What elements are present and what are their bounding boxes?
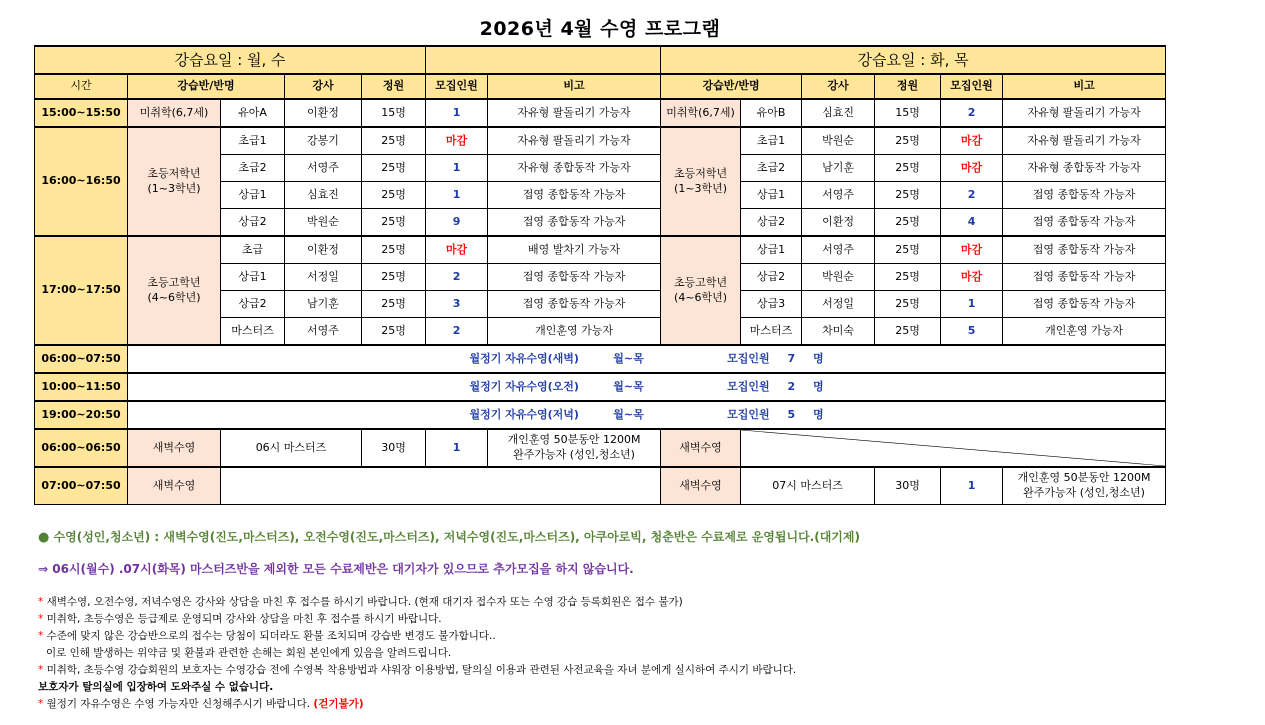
note-cell: 접영 종합동작 가능자 — [1003, 182, 1166, 209]
capacity-cell: 15명 — [875, 99, 941, 127]
note-cell: 개인훈영 가능자 — [488, 318, 661, 346]
class-cell: 상급2 — [741, 264, 802, 291]
note-line: 완주가능자 (성인,청소년) — [513, 448, 635, 461]
free-swim-unit: 명 — [812, 379, 824, 393]
note-cell: 자유형 팔돌리기 가능자 — [488, 127, 661, 155]
notice-text: 월정기 자유수영은 수영 가능자만 신청해주시기 바랍니다. — [46, 698, 311, 710]
note-cell — [488, 429, 661, 467]
notice-item — [38, 611, 1238, 628]
capacity-cell: 25명 — [875, 182, 941, 209]
note-line: 개인훈영 50분동안 1200M — [507, 433, 641, 447]
recruit-cell: 4 — [941, 209, 1003, 237]
category-cell: 미취학(6,7세) — [128, 99, 221, 127]
note-cell: 자유형 종합동작 가능자 — [488, 155, 661, 182]
teacher-cell: 서영주 — [285, 318, 362, 346]
note-cell: 자유형 종합동작 가능자 — [1003, 155, 1166, 182]
time-cell: 16:00~16:50 — [35, 127, 128, 236]
recruit-cell: 2 — [941, 182, 1003, 209]
category-cell: 새벽수영 — [128, 467, 221, 505]
header-recruit-tt: 모집인원 — [941, 74, 1003, 99]
class-cell: 초급2 — [221, 155, 285, 182]
teacher-cell: 심효진 — [285, 182, 362, 209]
recruit-cell: 9 — [426, 209, 488, 237]
table-row — [35, 127, 1166, 155]
free-swim-name: 월정기 자유수영(저녁) — [469, 407, 579, 421]
notice-text: 미취학, 초등수영 강습회원의 보호자는 수영강습 전에 수영복 착용방법과 샤워장 이용방법, 탈의실 이용과 관련된 사전교육을 자녀 분에게 실시하여 주시기 바랍니다. — [46, 664, 797, 676]
recruit-cell: 1 — [426, 182, 488, 209]
recruit-cell: 3 — [426, 291, 488, 318]
note-cell: 접영 종합동작 가능자 — [488, 264, 661, 291]
class-cell: 마스터즈 — [221, 318, 285, 346]
note-cell: 접영 종합동작 가능자 — [1003, 291, 1166, 318]
capacity-cell: 25명 — [362, 209, 426, 237]
teacher-cell: 남기훈 — [802, 155, 875, 182]
capacity-cell: 15명 — [362, 99, 426, 127]
teacher-cell: 박원순 — [802, 264, 875, 291]
asterisk-icon: * — [38, 596, 44, 608]
free-swim-days: 월~목 — [613, 379, 644, 393]
category-grades: (1~3학년) — [147, 181, 201, 195]
note-cell — [1003, 467, 1166, 505]
note-cell: 접영 종합동작 가능자 — [488, 291, 661, 318]
bullet-dot-icon: ● — [38, 530, 50, 545]
time-cell: 06:00~06:50 — [35, 429, 128, 467]
class-cell: 마스터즈 — [741, 318, 802, 346]
schedule-table — [34, 45, 1166, 505]
note-cell: 자유형 팔돌리기 가능자 — [488, 99, 661, 127]
category-cell: 새벽수영 — [128, 429, 221, 467]
header-class-mw: 강습반/반명 — [128, 74, 285, 99]
category-cell — [128, 236, 221, 345]
class-cell: 상급3 — [741, 291, 802, 318]
capacity-cell: 25명 — [362, 318, 426, 346]
capacity-cell: 25명 — [362, 236, 426, 264]
recruit-cell: 마감 — [941, 127, 1003, 155]
header-note-mw: 비고 — [488, 74, 661, 99]
class-cell: 06시 마스터즈 — [221, 429, 362, 467]
category-cell — [128, 127, 221, 236]
header-capacity-mw: 정원 — [362, 74, 426, 99]
header-recruit-mw: 모집인원 — [426, 74, 488, 99]
free-swim-label: 모집인원 — [727, 379, 770, 393]
empty-slashed-cell — [741, 429, 1166, 467]
teacher-cell: 남기훈 — [285, 291, 362, 318]
header-teacher-mw: 강사 — [285, 74, 362, 99]
capacity-cell: 30명 — [875, 467, 941, 505]
teacher-cell: 이환정 — [285, 236, 362, 264]
class-cell: 초급2 — [741, 155, 802, 182]
teacher-cell: 박원순 — [802, 127, 875, 155]
free-swim-count: 5 — [787, 407, 796, 421]
category-cell — [661, 236, 741, 345]
capacity-cell: 25명 — [362, 291, 426, 318]
note-cell: 자유형 팔돌리기 가능자 — [1003, 127, 1166, 155]
free-swim-row — [35, 345, 1166, 373]
empty-cell — [221, 467, 661, 505]
notice-green — [38, 528, 1238, 545]
group-mon-wed: 강습요일 : 월, 수 — [35, 46, 426, 74]
note-cell: 자유형 팔돌리기 가능자 — [1003, 99, 1166, 127]
note-cell: 배영 발차기 가능자 — [488, 236, 661, 264]
free-swim-row — [35, 401, 1166, 429]
time-cell: 10:00~11:50 — [35, 373, 128, 401]
recruit-cell: 마감 — [426, 127, 488, 155]
teacher-cell: 서영주 — [802, 236, 875, 264]
note-line: 완주가능자 (성인,청소년) — [1023, 486, 1145, 499]
column-header-row — [35, 74, 1166, 99]
table-row — [35, 429, 1166, 467]
class-cell: 상급1 — [221, 264, 285, 291]
class-cell: 유아B — [741, 99, 802, 127]
free-swim-label: 모집인원 — [727, 351, 770, 365]
class-cell: 07시 마스터즈 — [741, 467, 875, 505]
header-capacity-tt: 정원 — [875, 74, 941, 99]
group-tue-thu: 강습요일 : 화, 목 — [661, 46, 1166, 74]
free-swim-unit: 명 — [812, 351, 824, 365]
day-group-header-row — [35, 46, 1166, 74]
free-swim-name: 월정기 자유수영(오전) — [469, 379, 579, 393]
free-swim-row — [35, 373, 1166, 401]
recruit-cell: 1 — [426, 99, 488, 127]
free-swim-days: 월~목 — [613, 351, 644, 365]
asterisk-icon: * — [38, 698, 44, 710]
note-cell: 접영 종합동작 가능자 — [488, 209, 661, 237]
notice-green-text: 수영(성인,청소년) : 새벽수영(진도,마스터즈), 오전수영(진도,마스터즈), 저녁수영(진도,마스터즈), 아쿠아로빅, 청춘반은 수료제로 운영됩니다.(대기제) — [53, 530, 860, 544]
recruit-cell: 1 — [941, 291, 1003, 318]
recruit-cell: 마감 — [941, 264, 1003, 291]
table-row — [35, 236, 1166, 264]
recruit-cell: 1 — [426, 429, 488, 467]
class-cell: 유아A — [221, 99, 285, 127]
category-grades: (1~3학년) — [674, 181, 728, 195]
time-cell: 15:00~15:50 — [35, 99, 128, 127]
capacity-cell: 25명 — [875, 264, 941, 291]
notice-list — [38, 594, 1238, 713]
header-time: 시간 — [35, 74, 128, 99]
time-cell: 07:00~07:50 — [35, 467, 128, 505]
category-cell: 미취학(6,7세) — [661, 99, 741, 127]
time-cell: 19:00~20:50 — [35, 401, 128, 429]
category-name: 초등고학년 — [673, 275, 728, 289]
notice-text: 보호자가 탈의실에 입장하여 도와주실 수 없습니다. — [38, 681, 274, 693]
recruit-cell: 2 — [941, 99, 1003, 127]
header-teacher-tt: 강사 — [802, 74, 875, 99]
notice-text: 이로 인해 발생하는 위약금 및 환불과 관련한 손해는 회원 본인에게 있음을 알려드립니다. — [46, 647, 452, 659]
asterisk-icon: * — [38, 613, 44, 625]
teacher-cell: 서정일 — [802, 291, 875, 318]
page-title: 2026년 4월 수영 프로그램 — [479, 18, 721, 40]
category-name: 초등저학년 — [673, 166, 728, 180]
capacity-cell: 25명 — [362, 155, 426, 182]
category-grades: (4~6학년) — [147, 290, 201, 304]
free-swim-cell — [128, 345, 1166, 373]
asterisk-icon: * — [38, 664, 44, 676]
notice-item — [38, 696, 1238, 713]
class-cell: 상급1 — [741, 236, 802, 264]
teacher-cell: 서영주 — [285, 155, 362, 182]
class-cell: 상급2 — [221, 209, 285, 237]
note-cell: 개인훈영 가능자 — [1003, 318, 1166, 346]
category-name: 초등고학년 — [147, 275, 201, 289]
class-cell: 상급1 — [221, 182, 285, 209]
capacity-cell: 25명 — [362, 127, 426, 155]
category-cell — [661, 127, 741, 236]
class-cell: 초급1 — [221, 127, 285, 155]
teacher-cell: 심효진 — [802, 99, 875, 127]
note-cell: 접영 종합동작 가능자 — [1003, 264, 1166, 291]
notice-item — [38, 628, 1238, 645]
note-cell: 접영 종합동작 가능자 — [488, 182, 661, 209]
notice-item — [38, 645, 1238, 662]
table-row — [35, 467, 1166, 505]
note-cell: 접영 종합동작 가능자 — [1003, 209, 1166, 237]
class-cell: 상급2 — [221, 291, 285, 318]
capacity-cell: 25명 — [875, 236, 941, 264]
teacher-cell: 이환정 — [285, 99, 362, 127]
recruit-cell: 5 — [941, 318, 1003, 346]
teacher-cell: 박원순 — [285, 209, 362, 237]
free-swim-label: 모집인원 — [727, 407, 770, 421]
time-cell: 17:00~17:50 — [35, 236, 128, 345]
recruit-cell: 1 — [941, 467, 1003, 505]
capacity-cell: 25명 — [362, 182, 426, 209]
free-swim-name: 월정기 자유수영(새벽) — [469, 351, 579, 365]
teacher-cell: 서정일 — [285, 264, 362, 291]
notes-section — [38, 528, 1238, 713]
asterisk-icon: * — [38, 630, 44, 642]
notice-text: 새벽수영, 오전수영, 저녁수영은 강사와 상담을 마친 후 접수를 하시기 바랍니다. (현재 대기자 접수자 또는 수영 강습 등록회원은 접수 불가) — [46, 596, 683, 608]
teacher-cell: 강봉기 — [285, 127, 362, 155]
category-grades: (4~6학년) — [674, 290, 728, 304]
header-note-tt: 비고 — [1003, 74, 1166, 99]
capacity-cell: 25명 — [362, 264, 426, 291]
table-row — [35, 99, 1166, 127]
free-swim-count: 2 — [787, 379, 796, 393]
class-cell: 상급1 — [741, 182, 802, 209]
class-cell: 상급2 — [741, 209, 802, 237]
recruit-cell: 마감 — [941, 236, 1003, 264]
free-swim-cell — [128, 401, 1166, 429]
capacity-cell: 25명 — [875, 318, 941, 346]
notice-text: 수준에 맞지 않은 강습반으로의 접수는 당첨이 되더라도 환불 조치되며 강습반 변경도 불가합니다.. — [46, 630, 496, 642]
header-class-tt: 강습반/반명 — [661, 74, 802, 99]
free-swim-cell — [128, 373, 1166, 401]
notice-item — [38, 594, 1238, 611]
class-cell: 초급 — [221, 236, 285, 264]
free-swim-unit: 명 — [812, 407, 824, 421]
class-cell: 초급1 — [741, 127, 802, 155]
category-name: 초등저학년 — [147, 166, 201, 180]
recruit-cell: 마감 — [941, 155, 1003, 182]
capacity-cell: 25명 — [875, 127, 941, 155]
recruit-cell: 2 — [426, 318, 488, 346]
category-cell: 새벽수영 — [661, 467, 741, 505]
teacher-cell: 차미숙 — [802, 318, 875, 346]
notice-item — [38, 679, 1238, 696]
capacity-cell: 30명 — [362, 429, 426, 467]
category-cell: 새벽수영 — [661, 429, 741, 467]
teacher-cell: 이환정 — [802, 209, 875, 237]
diagonal-slash — [741, 430, 1165, 466]
note-line: 개인훈영 50분동안 1200M — [1017, 471, 1151, 485]
recruit-cell: 2 — [426, 264, 488, 291]
time-cell: 06:00~07:50 — [35, 345, 128, 373]
capacity-cell: 25명 — [875, 291, 941, 318]
teacher-cell: 서영주 — [802, 182, 875, 209]
free-swim-days: 월~목 — [613, 407, 644, 421]
notice-text: 미취학, 초등수영은 등급제로 운영되며 강사와 상담을 마친 후 접수를 하시기 바랍니다. — [46, 613, 442, 625]
notice-purple: ⇒ 06시(월수) .07시(화목) 마스터즈반을 제외한 모든 수료제반은 대기자가 있으므로 추가모집을 하지 않습니다. — [38, 562, 634, 576]
recruit-cell: 1 — [426, 155, 488, 182]
free-swim-count: 7 — [787, 351, 796, 365]
note-cell: 접영 종합동작 가능자 — [1003, 236, 1166, 264]
notice-item — [38, 662, 1238, 679]
notice-text-red: (걷기불가) — [313, 698, 364, 710]
capacity-cell: 25명 — [875, 155, 941, 182]
recruit-cell: 마감 — [426, 236, 488, 264]
capacity-cell: 25명 — [875, 209, 941, 237]
group-spacer — [426, 46, 661, 74]
